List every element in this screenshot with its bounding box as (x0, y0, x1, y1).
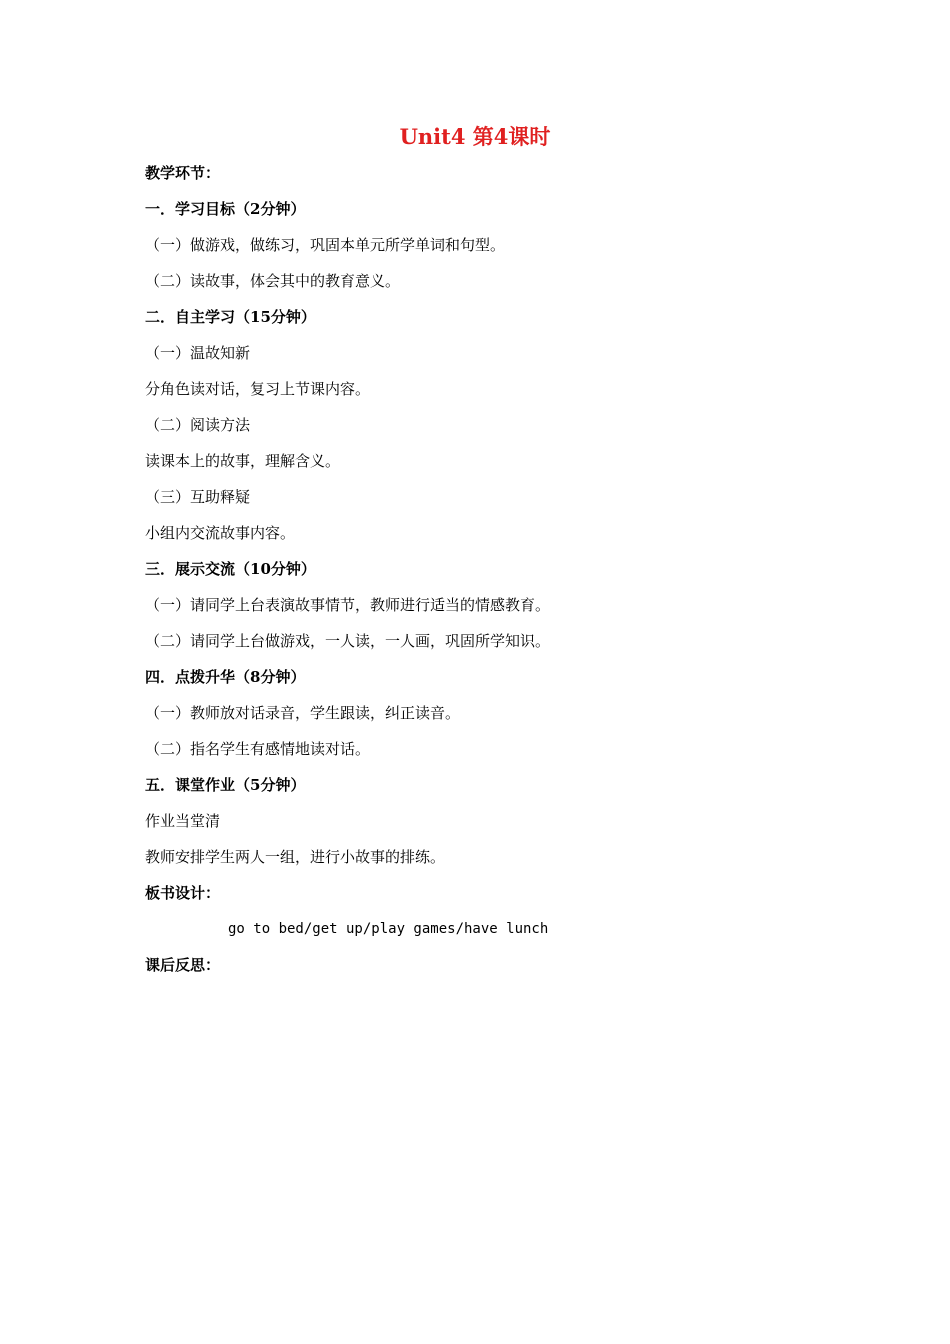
paragraph: （一）教师放对话录音，学生跟读，纠正读音。 (145, 704, 461, 722)
document-title: Unit4 第4课时 (399, 124, 551, 149)
section-heading-teaching-steps: 教学环节： (145, 164, 221, 182)
paragraph: （一）做游戏，做练习，巩固本单元所学单词和句型。 (145, 236, 506, 254)
paragraph: （一）温故知新 (145, 344, 251, 362)
paragraph: （三）互助释疑 (145, 488, 251, 506)
paragraph: 读课本上的故事，理解含义。 (145, 452, 341, 470)
section-heading-board-design: 板书设计： (145, 884, 221, 902)
paragraph: 教师安排学生两人一组，进行小故事的排练。 (145, 848, 446, 866)
section-heading-5: 五．课堂作业（5分钟） (145, 776, 306, 794)
section-heading-reflection: 课后反思： (145, 956, 221, 974)
paragraph: （二）阅读方法 (145, 416, 251, 434)
paragraph: 分角色读对话，复习上节课内容。 (145, 380, 371, 398)
paragraph: （二）指名学生有感情地读对话。 (145, 740, 371, 758)
paragraph: （一）请同学上台表演故事情节，教师进行适当的情感教育。 (145, 596, 551, 614)
section-heading-4: 四．点拨升华（8分钟） (145, 668, 306, 686)
section-heading-1: 一．学习目标（2分钟） (145, 200, 306, 218)
paragraph: 作业当堂清 (145, 812, 221, 830)
board-design-content: go to bed/get up/play games/have lunch (228, 921, 549, 937)
section-heading-3: 三．展示交流（10分钟） (145, 560, 316, 578)
section-heading-2: 二．自主学习（15分钟） (145, 308, 316, 326)
paragraph: （二）请同学上台做游戏，一人读，一人画，巩固所学知识。 (145, 632, 551, 650)
paragraph: 小组内交流故事内容。 (145, 524, 296, 542)
paragraph: （二）读故事，体会其中的教育意义。 (145, 272, 401, 290)
